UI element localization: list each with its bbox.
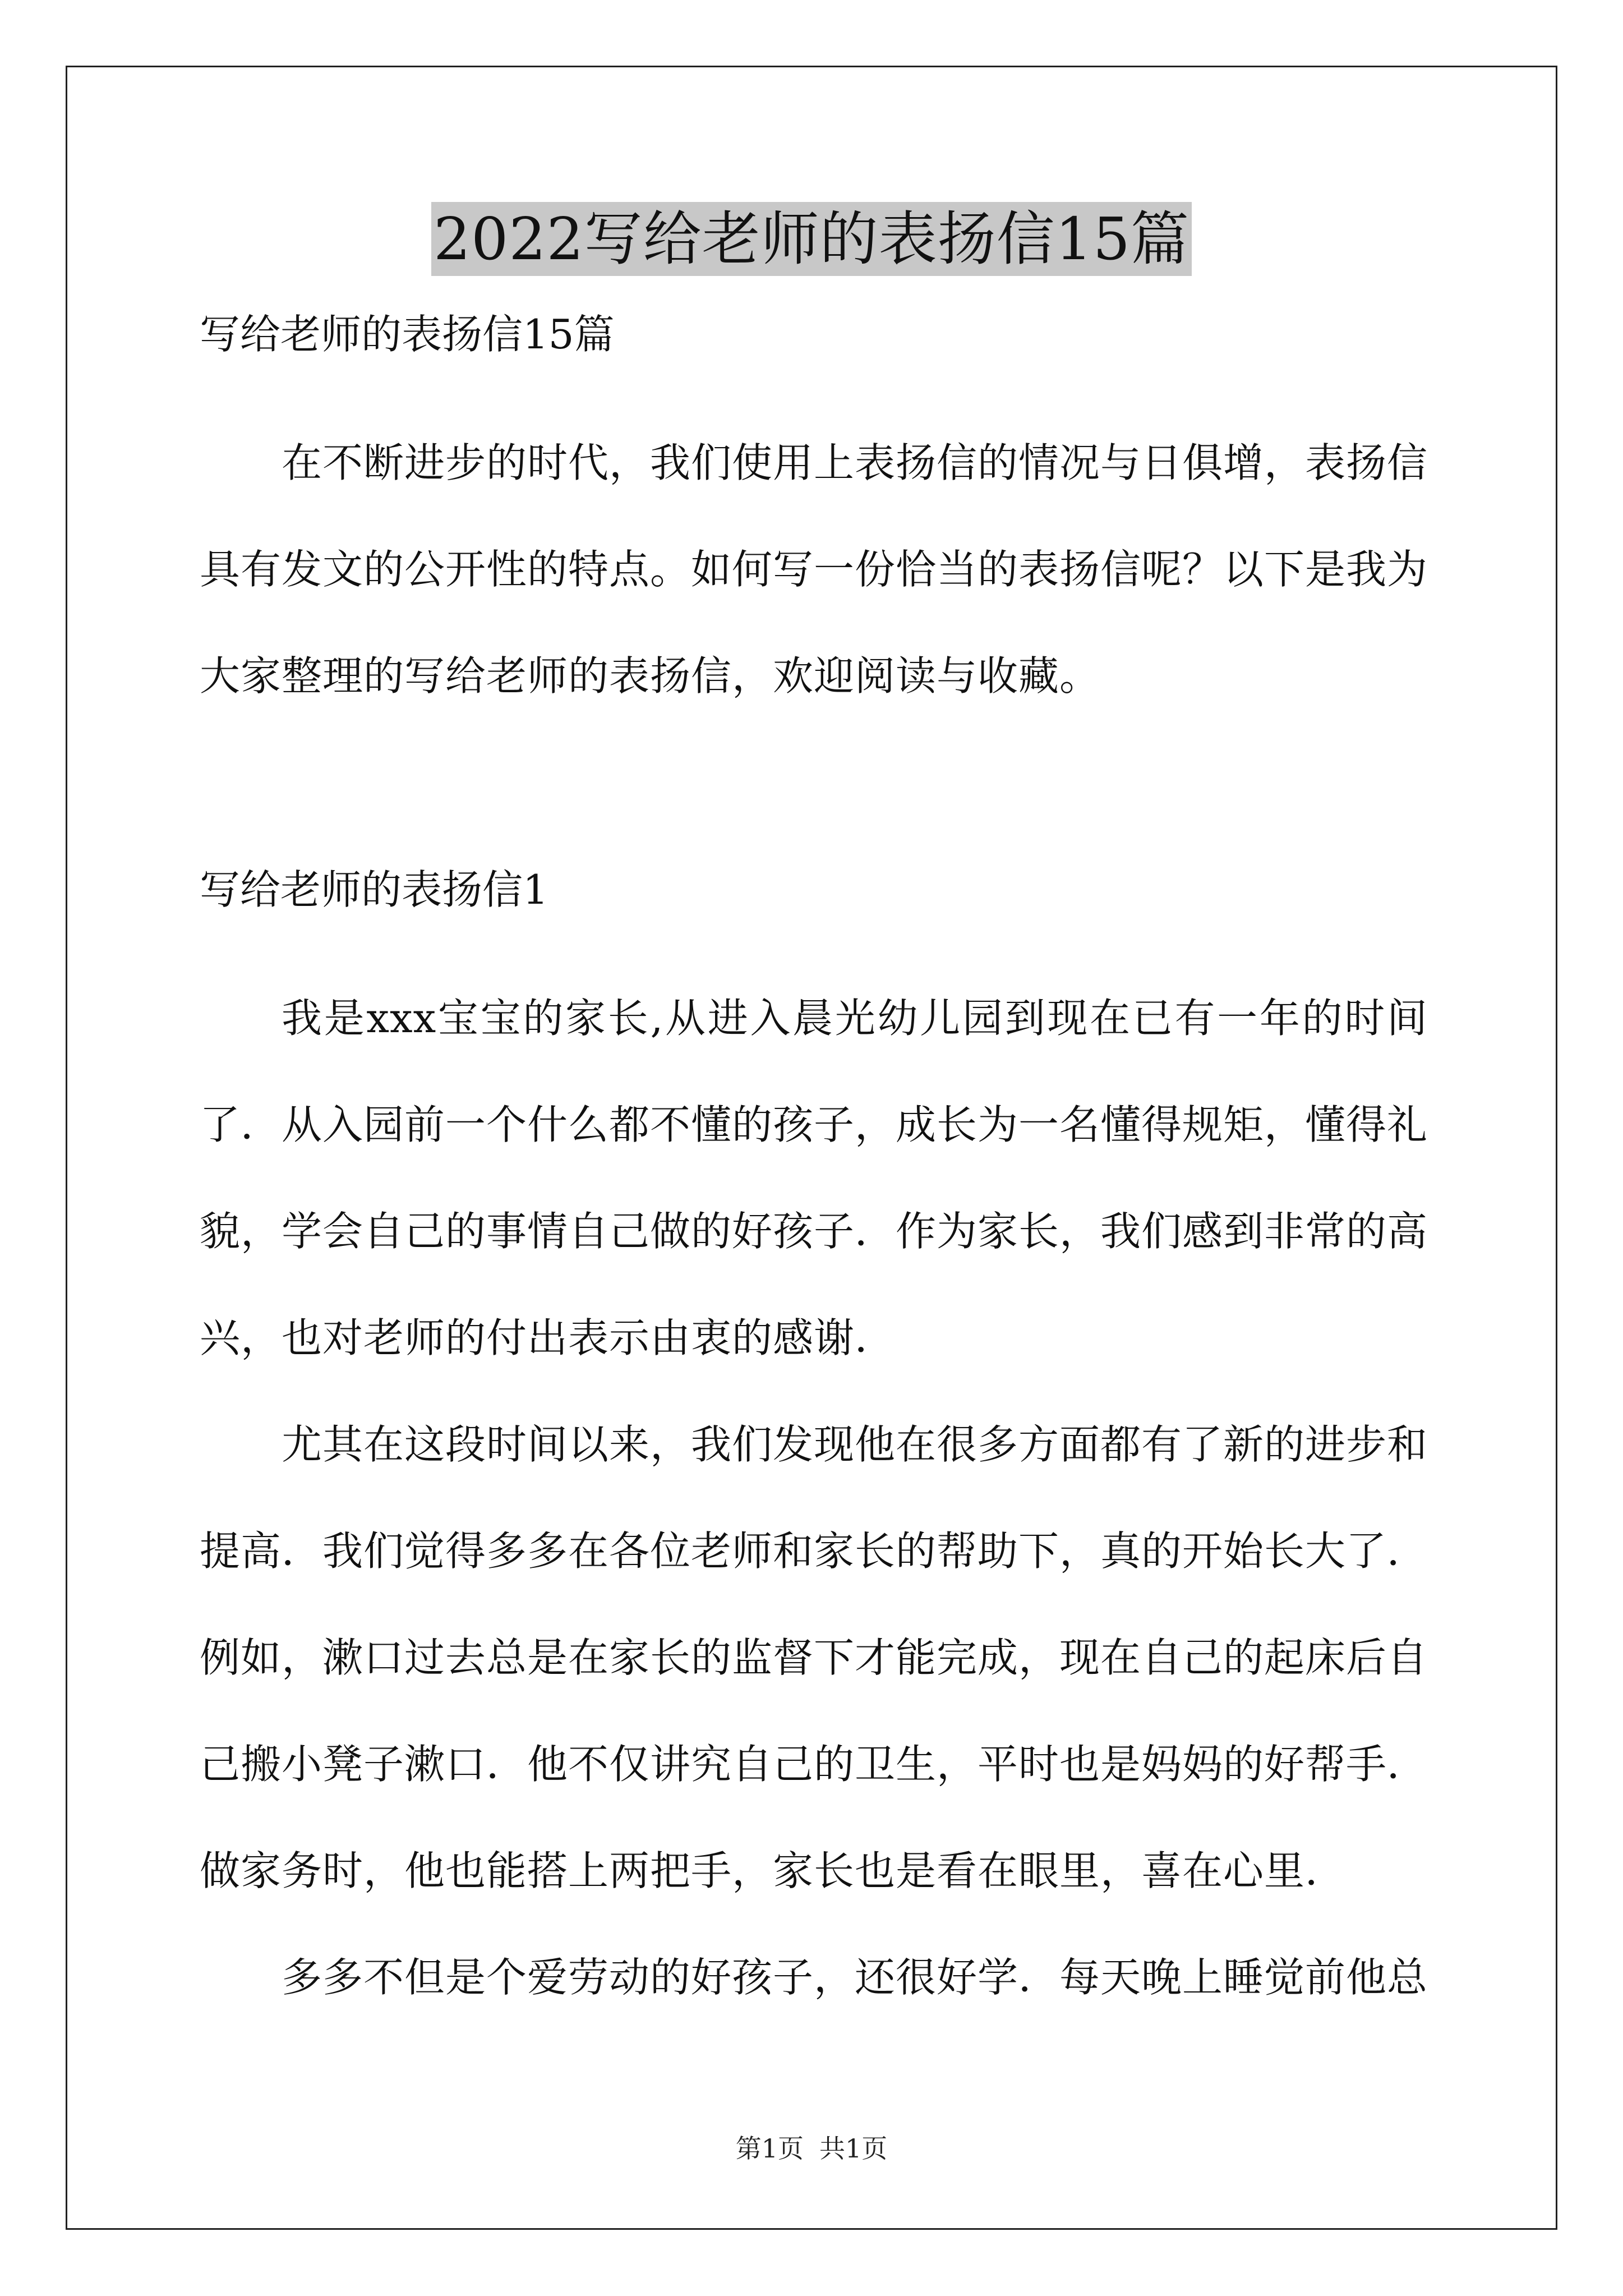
section-heading: 写给老师的表扬信1 <box>200 866 548 913</box>
title-container <box>0 202 1623 276</box>
document-title: 2022写给老师的表扬信15篇 <box>431 202 1192 276</box>
document-subtitle: 写给老师的表扬信15篇 <box>200 311 615 358</box>
body-paragraph-1: 我是xxx宝宝的家长,从进入晨光幼儿园到现在已有一年的时间了．从入园前一个什么都不懂的孩子，成长为一名懂得规矩，懂得礼貌，学会自己的事情自己做的好孩子．作为家长，我们感到非常的高兴，也对老师的付出表示由衷的感谢． <box>200 995 1428 1361</box>
page-total: 共1页 <box>819 2133 888 2164</box>
page-footer <box>0 2132 1623 2165</box>
intro-paragraph: 在不断进步的时代，我们使用上表扬信的情况与日俱增，表扬信具有发文的公开性的特点。如何写一份恰当的表扬信呢？以下是我为大家整理的写给老师的表扬信，欢迎阅读与收藏。 <box>200 439 1428 700</box>
body-paragraph-3: 多多不但是个爱劳动的好孩子，还很好学．每天晚上睡觉前他总 <box>282 1954 1428 2001</box>
page-number: 第1页 <box>735 2133 804 2164</box>
body-paragraph-2: 尤其在这段时间以来，我们发现他在很多方面都有了新的进步和提高．我们觉得多多在各位老师和家长的帮助下，真的开始长大了．例如，漱口过去总是在家长的监督下才能完成，现在自己的起床后自己搬小凳子漱口．他不仅讲究自己的卫生，平时也是妈妈的好帮手．做家务时，他也能搭上两把手，家长也是看在眼里，喜在心里． <box>200 1421 1428 1894</box>
document-body <box>200 307 1428 2031</box>
